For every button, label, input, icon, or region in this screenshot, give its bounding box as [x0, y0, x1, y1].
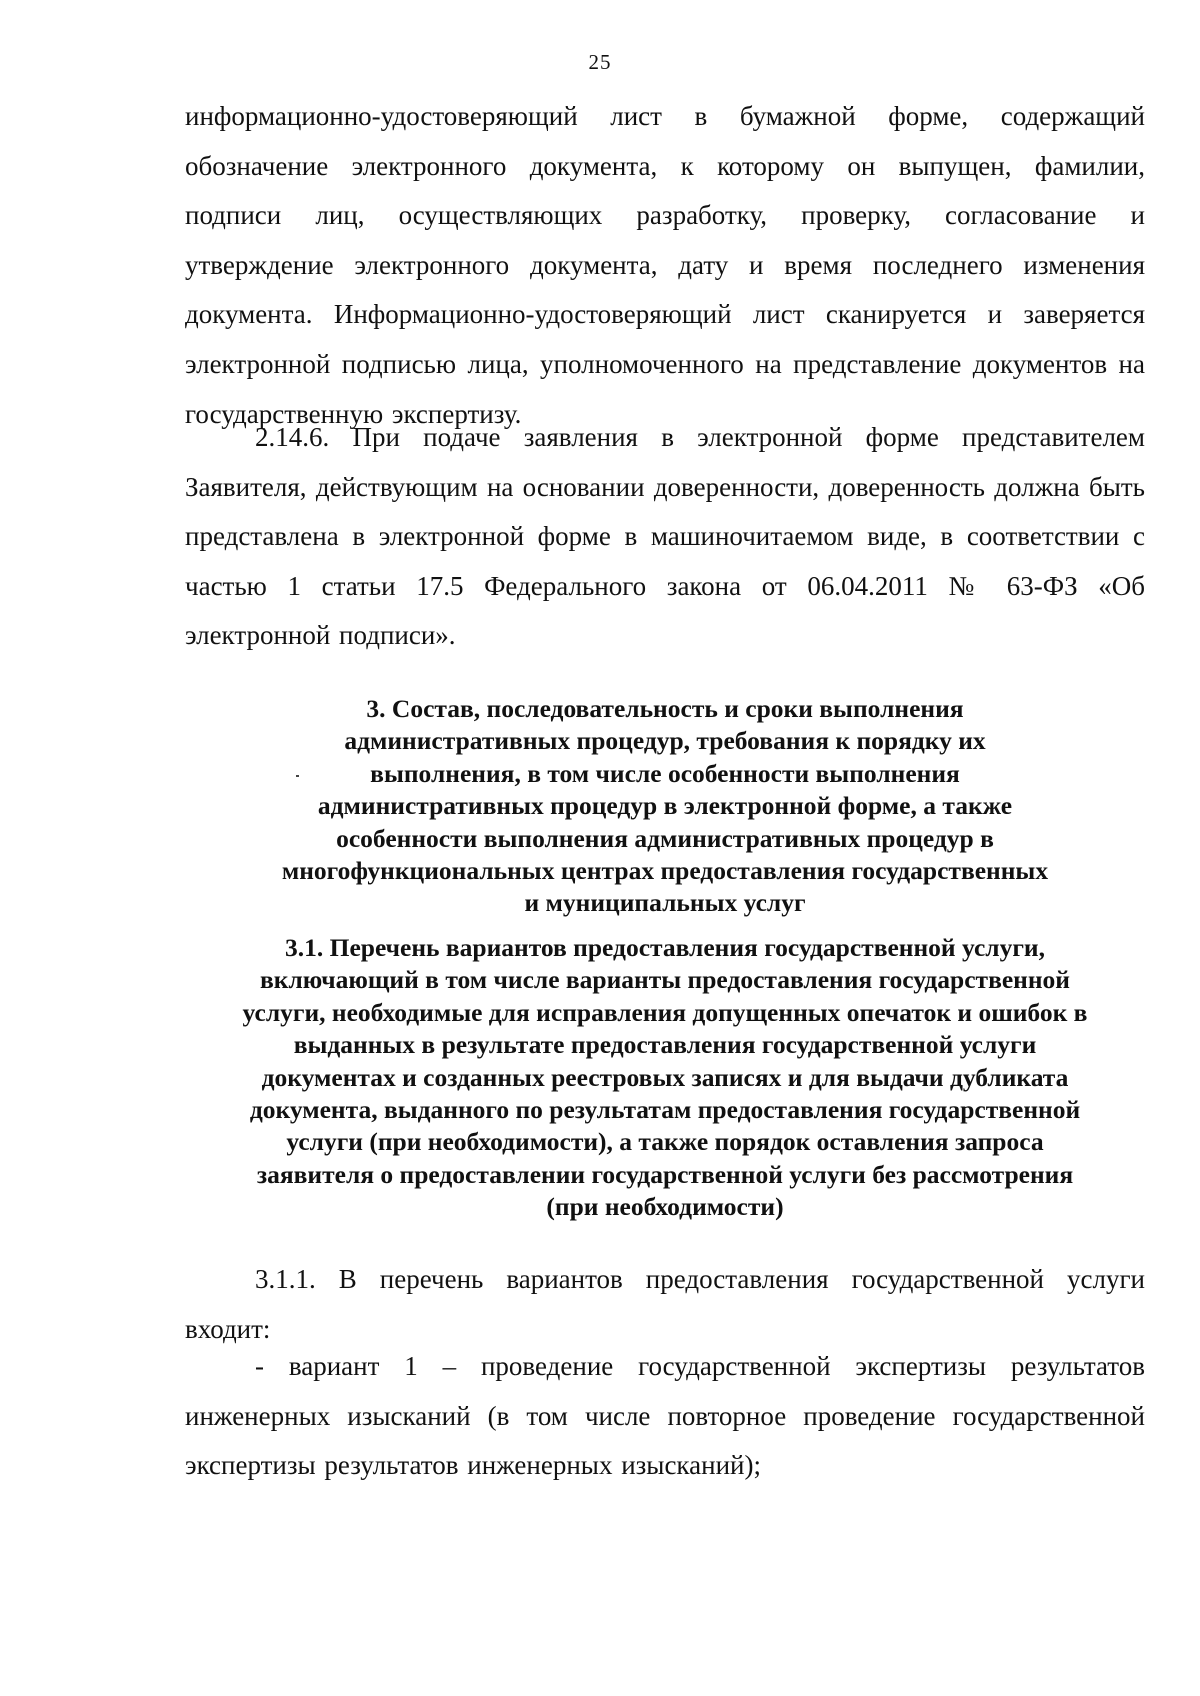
paragraph-info-sheet: информационно-удостоверяющий лист в бумажной форме, содержащий обозначение электронного документа, к которому он выпущен, фамилии, подписи лиц, осуществляющих разработку, проверку, согласование и утверждение электронного документа, дату и время последнего изменения документа. Информационно-удостоверяющий лист сканируется и заверяется электронной подписью лица, уполномоченного на представление документов на государственную экспертизу.: [185, 101, 1145, 429]
page-number: 25: [588, 50, 612, 74]
heading-line: выполнения, в том числе особенности выполнения: [370, 758, 960, 788]
scan-speck: [296, 775, 299, 777]
section-3-heading: [185, 693, 1145, 920]
paragraph-2-14-6: 2.14.6. При подаче заявления в электронной форме представителем Заявителя, действующим на основании доверенности, доверенность должна быть представлена в электронной форме в машиночитаемом виде, в соответствии с частью 1 статьи 17.5 Федерального закона от 06.04.2011 № 63-ФЗ «Об электронной подписи».: [185, 422, 1145, 651]
heading-line: 3. Состав, последовательность и сроки выполнения: [366, 694, 964, 723]
heading-line: включающий в том числе варианты предоставления государственной: [259, 965, 1070, 995]
heading-line: выданных в результате предоставления государственной услуги: [293, 1030, 1037, 1060]
heading-line: многофункциональных центрах предоставления государственных: [281, 856, 1049, 886]
heading-line: особенности выполнения административных процедур в: [336, 823, 994, 853]
heading-line: административных процедур в электронной форме, а также: [317, 791, 1013, 821]
heading-line: (при необходимости): [546, 1192, 784, 1222]
heading-line: услуги (при необходимости), а также порядок оставления запроса: [286, 1127, 1044, 1157]
heading-line: административных процедур, требования к порядку их: [344, 726, 986, 756]
heading-line: и муниципальных услуг: [524, 888, 806, 918]
section-3-1-heading: [185, 932, 1145, 1224]
heading-line: заявителя о предоставлении государственной услуги без рассмотрения: [256, 1159, 1074, 1189]
paragraph-3-1-1: 3.1.1. В перечень вариантов предоставления государственной услуги входит:: [185, 1264, 1145, 1344]
heading-line: услуги, необходимые для исправления допущенных опечаток и ошибок в: [242, 997, 1088, 1027]
list-item-variant-1: - вариант 1 – проведение государственной экспертизы результатов инженерных изысканий (в том числе повторное проведение государственной экспертизы результатов инженерных изысканий);: [185, 1351, 1145, 1481]
heading-line: документах и созданных реестровых записях и для выдачи дубликата: [261, 1062, 1069, 1092]
heading-line: документа, выданного по результатам предоставления государственной: [249, 1095, 1081, 1125]
heading-line: 3.1. Перечень вариантов предоставления государственной услуги,: [285, 933, 1045, 962]
